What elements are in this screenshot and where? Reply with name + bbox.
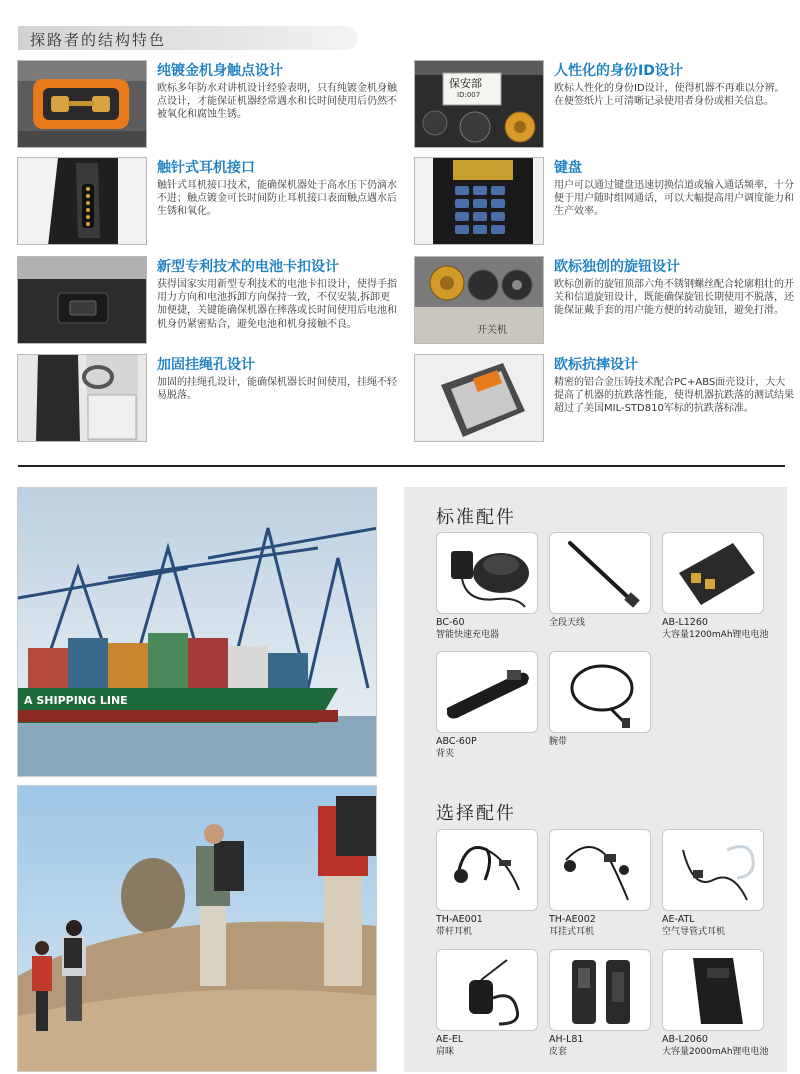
- battery-1260-image: [662, 532, 764, 614]
- accessory-name: 背夹: [436, 749, 455, 759]
- feature-title: 纯镀金机身触点设计: [157, 63, 283, 79]
- id-label-sub: ID:007: [457, 91, 481, 99]
- feature-lanyard-hole: [17, 354, 402, 444]
- accessory-leather-case: [549, 949, 651, 1058]
- charger-image: [436, 532, 538, 614]
- accessory-charger: [436, 532, 538, 641]
- feature-desc: 欧标人性化的身份ID设计，使得机器不再难以分辨。在便签纸片上可清晰记录使用者身份或相关信息。: [554, 83, 785, 108]
- feature-title: 加固挂绳孔设计: [157, 357, 255, 373]
- feature-battery-latch: [17, 256, 402, 346]
- accessory-name: 腕带: [549, 737, 568, 747]
- port-photo: [17, 487, 377, 777]
- feature-desc: 欧标多年防水对讲机设计经验表明，只有纯镀金机身触点设计，才能保证机器经常遇水和长时间使用后仍然不被氧化和腐蚀生锈。: [157, 83, 397, 121]
- accessory-antenna: [549, 532, 651, 629]
- feature-title: 键盘: [554, 160, 582, 176]
- accessory-code: TH-AE002: [549, 914, 596, 925]
- accessory-name: 皮套: [549, 1047, 568, 1057]
- leather-case-image: [549, 949, 651, 1031]
- accessory-shoulder-mic: [436, 949, 538, 1058]
- accessories-panel: [404, 487, 787, 1072]
- hikers-photo: [17, 785, 377, 1072]
- lanyard-hole-photo: [17, 354, 147, 442]
- accessory-code: AH-L81: [549, 1034, 584, 1045]
- feature-desc: 触针式耳机接口技术，能确保机器处于高水压下仍滴水不进；触点镀金可长时间防止耳机接口表面触点遇水后生锈和氧化。: [157, 180, 397, 218]
- feature-title: 人性化的身份ID设计: [554, 63, 683, 79]
- accessory-code: AB-L1260: [662, 617, 708, 628]
- accessory-name: 肩咪: [436, 1047, 455, 1057]
- accessory-code: ABC-60P: [436, 736, 477, 747]
- accessory-belt-clip: [436, 651, 538, 760]
- id-label-photo: [414, 60, 544, 148]
- feature-desc: 精密的铝合金压铸技术配合PC+ABS面壳设计，大大提高了机器的抗跌落性能，使得机器抗跌落的测试结果超过了美国MIL-STD810军标的抗跌落标准。: [554, 377, 794, 415]
- id-label-text: 保安部: [449, 77, 482, 90]
- knobs-label-text: 开关机: [477, 325, 507, 336]
- accessory-name: 空气导管式耳机: [662, 927, 726, 937]
- feature-keypad: [414, 157, 799, 247]
- feature-title: 欧标独创的旋钮设计: [554, 259, 680, 275]
- accessory-code: AE-ATL: [662, 914, 695, 925]
- antenna-image: [549, 532, 651, 614]
- accessory-boom-headset: [436, 829, 538, 938]
- accessory-code: AE-EL: [436, 1034, 464, 1045]
- accessory-ear-hook-headset: [549, 829, 651, 938]
- earphone-jack-photo: [17, 157, 147, 245]
- accessory-name: 智能快速充电器: [436, 630, 500, 640]
- accessory-air-tube-earpiece: [662, 829, 764, 938]
- keypad-photo: [414, 157, 544, 245]
- belt-clip-image: [436, 651, 538, 733]
- feature-desc: 欧标创新的旋钮顶部六角不锈钢螺丝配合轮廓粗壮的开关和信道旋钮设计，既能确保旋钮长期使用不脱落，还能保证戴手套的用户能方便的转动旋钮，避免打滑。: [554, 279, 794, 317]
- boom-headset-image: [436, 829, 538, 911]
- ship-hull-text: A SHIPPING LINE: [24, 694, 128, 707]
- air-tube-earpiece-image: [662, 829, 764, 911]
- ear-hook-headset-image: [549, 829, 651, 911]
- accessory-code: BC-60: [436, 617, 465, 628]
- accessory-wrist-strap: [549, 651, 651, 748]
- accessory-name: 大容量1200mAh锂电电池: [662, 630, 769, 640]
- feature-earphone-jack: [17, 157, 402, 247]
- feature-title: 欧标抗摔设计: [554, 357, 638, 373]
- feature-title: 新型专利技术的电池卡扣设计: [157, 259, 339, 275]
- feature-id: [414, 60, 799, 150]
- feature-gold-contacts: [17, 60, 402, 150]
- feature-title: 触针式耳机接口: [157, 160, 255, 176]
- feature-desc: 加固的挂绳孔设计，能确保机器长时间使用，挂绳不轻易脱落。: [157, 377, 397, 402]
- accessory-name: 带杆耳机: [436, 927, 473, 937]
- drop-resistant-photo: [414, 354, 544, 442]
- feature-drop-resistant: [414, 354, 799, 444]
- feature-desc: 获得国家实用新型专利技术的电池卡扣设计，使得手指用力方向和电池拆卸方向保持一致，不仅安装,拆卸更加便捷，关键能确保机器在摔落或长时间使用后电池和机身仍紧密贴合，避免电池和机身接触不良。: [157, 279, 397, 330]
- accessory-code: TH-AE001: [436, 914, 483, 925]
- accessory-name: 全段天线: [549, 618, 586, 628]
- accessory-battery-1260: [662, 532, 769, 641]
- feature-knobs: [414, 256, 799, 346]
- battery-latch-photo: [17, 256, 147, 344]
- optional-accessories-title: 选择配件: [436, 803, 516, 824]
- accessory-code: AB-L2060: [662, 1034, 708, 1045]
- wrist-strap-image: [549, 651, 651, 733]
- section-title: 探路者的结构特色: [18, 26, 358, 50]
- accessory-name: 耳挂式耳机: [549, 927, 595, 937]
- section-divider: [18, 465, 785, 467]
- gold-contacts-photo: [17, 60, 147, 148]
- knobs-photo: [414, 256, 544, 344]
- standard-accessories-title: 标准配件: [436, 507, 516, 528]
- accessory-name: 大容量2000mAh锂电电池: [662, 1047, 769, 1057]
- feature-desc: 用户可以通过键盘迅速切换信道或输入通话频率，十分便于用户随时组网通话，可以大幅提高用户调度能力和生产效率。: [554, 180, 794, 218]
- battery-2060-image: [662, 949, 764, 1031]
- shoulder-mic-image: [436, 949, 538, 1031]
- accessory-battery-2060: [662, 949, 769, 1058]
